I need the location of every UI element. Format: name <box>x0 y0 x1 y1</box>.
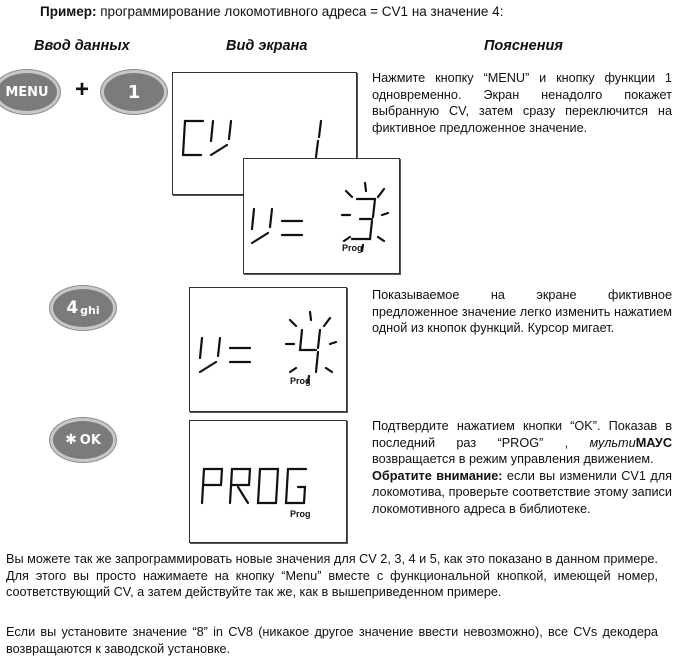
step3-text-b: возвращается в режим управления движением. <box>372 452 654 466</box>
lcd-segments-v4 <box>190 288 348 413</box>
lcd-prog-label-v4: Prog <box>290 376 311 386</box>
function-1-button[interactable] <box>101 70 167 114</box>
lcd-screen-v4 <box>189 287 347 412</box>
ok-button-label: OK <box>79 432 101 448</box>
lcd-screen-prog <box>189 420 347 543</box>
ok-button[interactable] <box>50 418 116 462</box>
step3-explanation <box>372 418 672 517</box>
header-explanation: Пояснения <box>484 38 563 54</box>
footer-paragraph-2: Если вы установите значение “8” in CV8 (никакое другое значение ввести невозможно), все CVs декодера возвращаются к заводской установке. <box>6 625 658 656</box>
function-4-button[interactable] <box>50 286 116 330</box>
step3-maus: МАУС <box>635 435 672 450</box>
intro-bold: Пример: <box>40 4 97 19</box>
lcd-prog-label-v3: Prog <box>342 243 363 253</box>
header-screen: Вид экрана <box>226 38 308 54</box>
step3-note-text: если вы изменили CV1 для локомотива, проверьте соответствие этому записи локомотивного адреса в библиотеке. <box>372 468 672 516</box>
lcd-screen-v3 <box>243 158 400 274</box>
function-4-digit: 4 <box>66 298 79 318</box>
function-1-label: 1 <box>127 81 141 103</box>
footer-paragraph-1: Вы можете так же запрограммировать новые значения для CV 2, 3, 4 и 5, как это показано в данном примере. Для этого вы просто нажимаете на кнопку “Menu” вместе с функциональной кнопкой, имеющей номер, соответствующий CV, а затем действуйте так же, как в вышеприведенном примере. <box>6 552 658 600</box>
lcd-prog-label-prog: Prog <box>290 509 311 519</box>
intro-text: программирование локомотивного адреса = CV1 на значение 4: <box>96 4 504 19</box>
plus-sign: + <box>75 76 90 103</box>
step1-explanation: Нажмите кнопку “MENU” и кнопку функции 1 одновременно. Экран ненадолго покажет выбранную CV, затем сразу переключится на фиктивное предложенное значение. <box>372 71 672 135</box>
step3-multi: мульти <box>589 435 636 450</box>
step2-explanation: Показываемое на экране фиктивное предложенное значение легко изменить нажатием одной из кнопок функций. Курсор мигает. <box>372 288 672 335</box>
header-input: Ввод данных <box>34 38 130 54</box>
function-4-letters: ghi <box>80 303 100 317</box>
step3-note-bold: Обратите внимание: <box>372 468 503 483</box>
menu-button-label: MENU <box>5 84 49 100</box>
menu-button[interactable] <box>0 70 60 114</box>
star-icon: ✱ <box>65 432 77 448</box>
lcd-segments-v3 <box>244 159 401 275</box>
step3-text-a: Подтвердите нажатием кнопки “OK”. Показав в последний раз “PROG” , <box>372 419 672 450</box>
lcd-segments-prog <box>190 421 348 544</box>
intro-line <box>40 4 503 19</box>
